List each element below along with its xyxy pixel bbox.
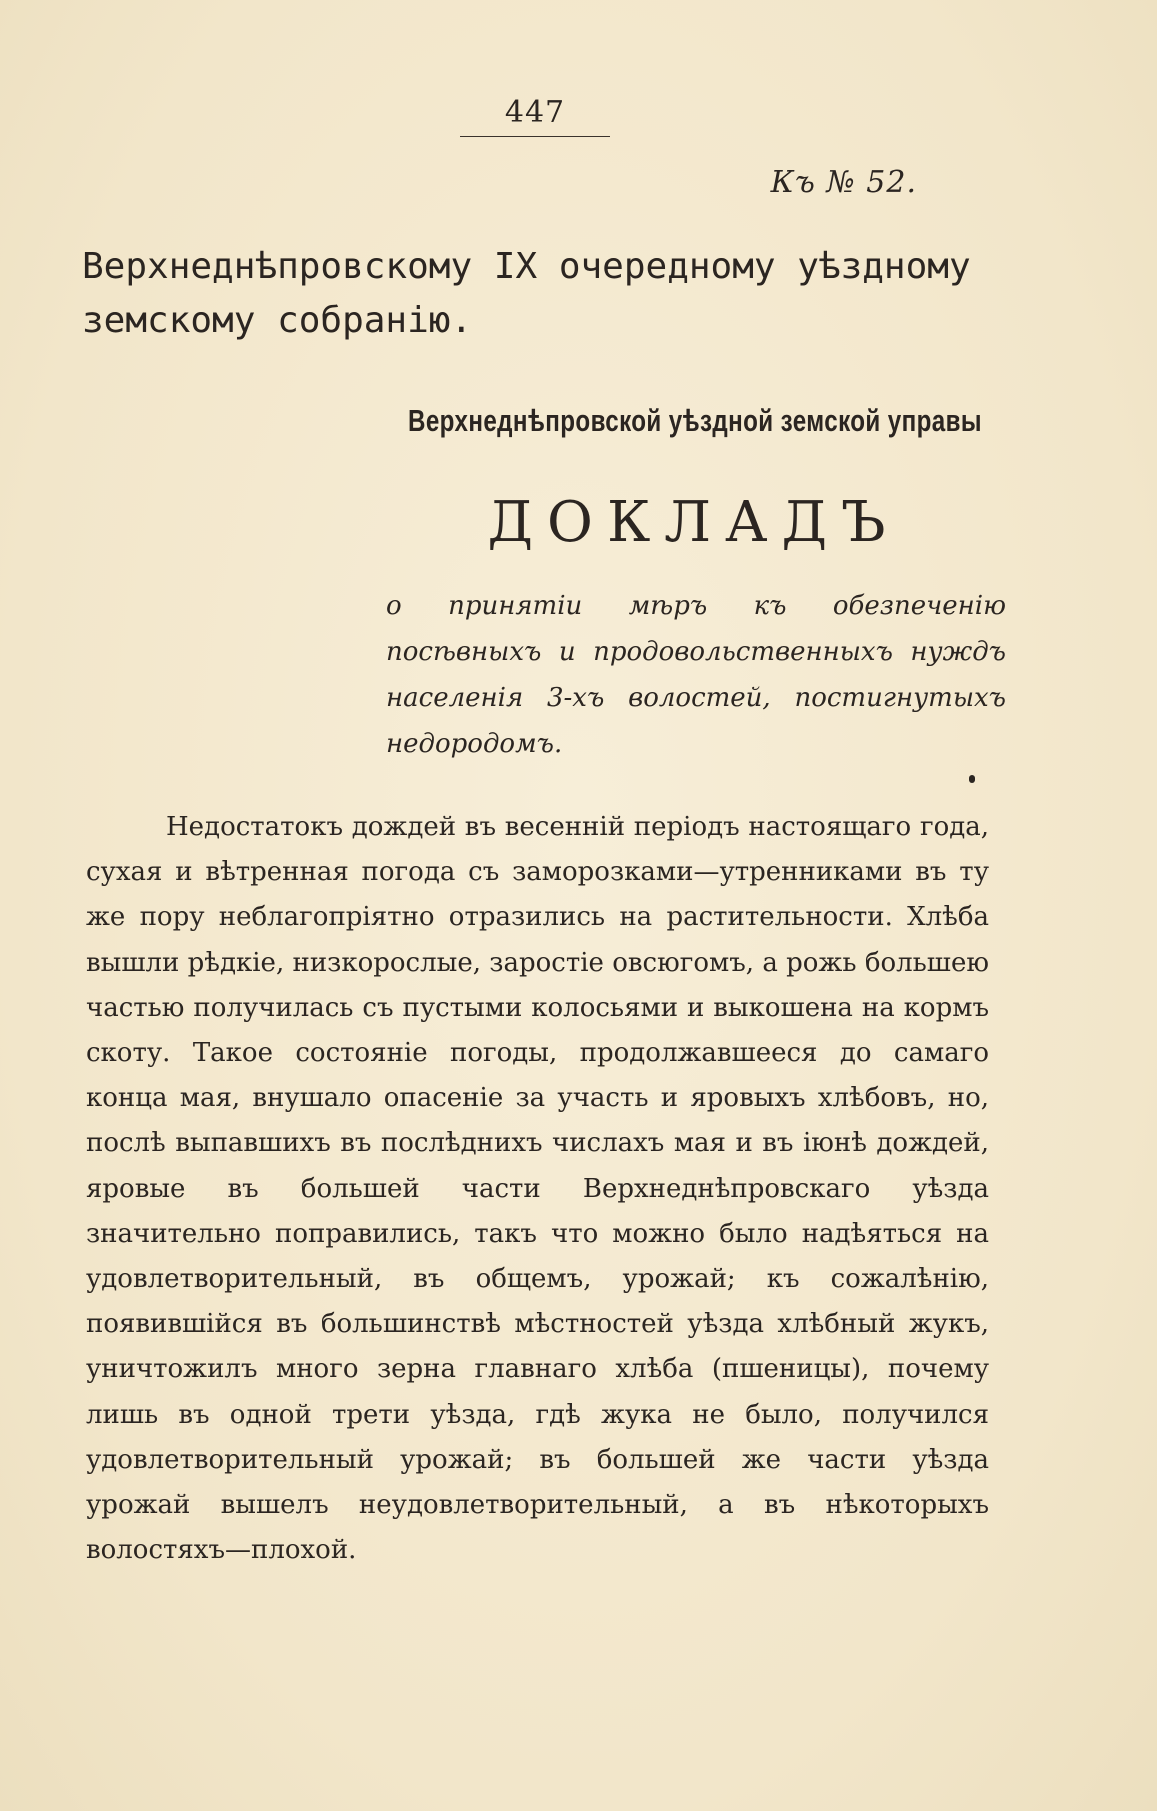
page-number-rule	[460, 136, 610, 137]
report-subject: о принятіи мѣръ къ обезпеченію посѣвныхъ и продовольственныхъ нуждъ населенія 3-хъ волостей, постигнутыхъ недородомъ.	[386, 591, 1006, 759]
ink-dot	[969, 775, 975, 783]
addressee-heading: Верхнеднѣпровскому IX очередному уѣздному земскому собранію.	[82, 246, 971, 341]
document-title: ДОКЛАДЪ	[487, 490, 900, 555]
page-number: 447	[504, 95, 566, 130]
reference-number: Къ № 52.	[770, 165, 917, 200]
body-paragraph: Недостатокъ дождей въ весенній періодъ настоящаго года, сухая и вѣтренная погода съ заморозками—утренниками въ ту же пору неблагопріятно отразились на растительности. Хлѣба вышли рѣдкіе, низкорослые, заростіе овсюгомъ, а рожь большею частью получилась съ пустыми колосьями и выкошена на кормъ скоту. Такое состояніе погоды, продолжавшееся до самаго конца мая, внушало опасеніе за участь и яровыхъ хлѣбовъ, но, послѣ выпавшихъ въ послѣднихъ числахъ мая и въ іюнѣ дождей, яровые въ большей части Верхнеднѣпровскаго уѣзда значительно поправились, такъ что можно было надѣяться на удовлетворительный, въ общемъ, урожай; къ сожалѣнію, появившійся въ большинствѣ мѣстностей уѣзда хлѣбный жукъ, уничтожилъ много зерна главнаго хлѣба (пшеницы), почему лишь въ одной трети уѣзда, гдѣ жука не было, получился удовлетворительный урожай; въ большей же части уѣзда урожай вышелъ неудовлетворительный, а въ нѣкоторыхъ волостяхъ—плохой.	[86, 812, 989, 1566]
board-title: Верхнеднѣпровской уѣздной земской управы	[407, 403, 982, 438]
